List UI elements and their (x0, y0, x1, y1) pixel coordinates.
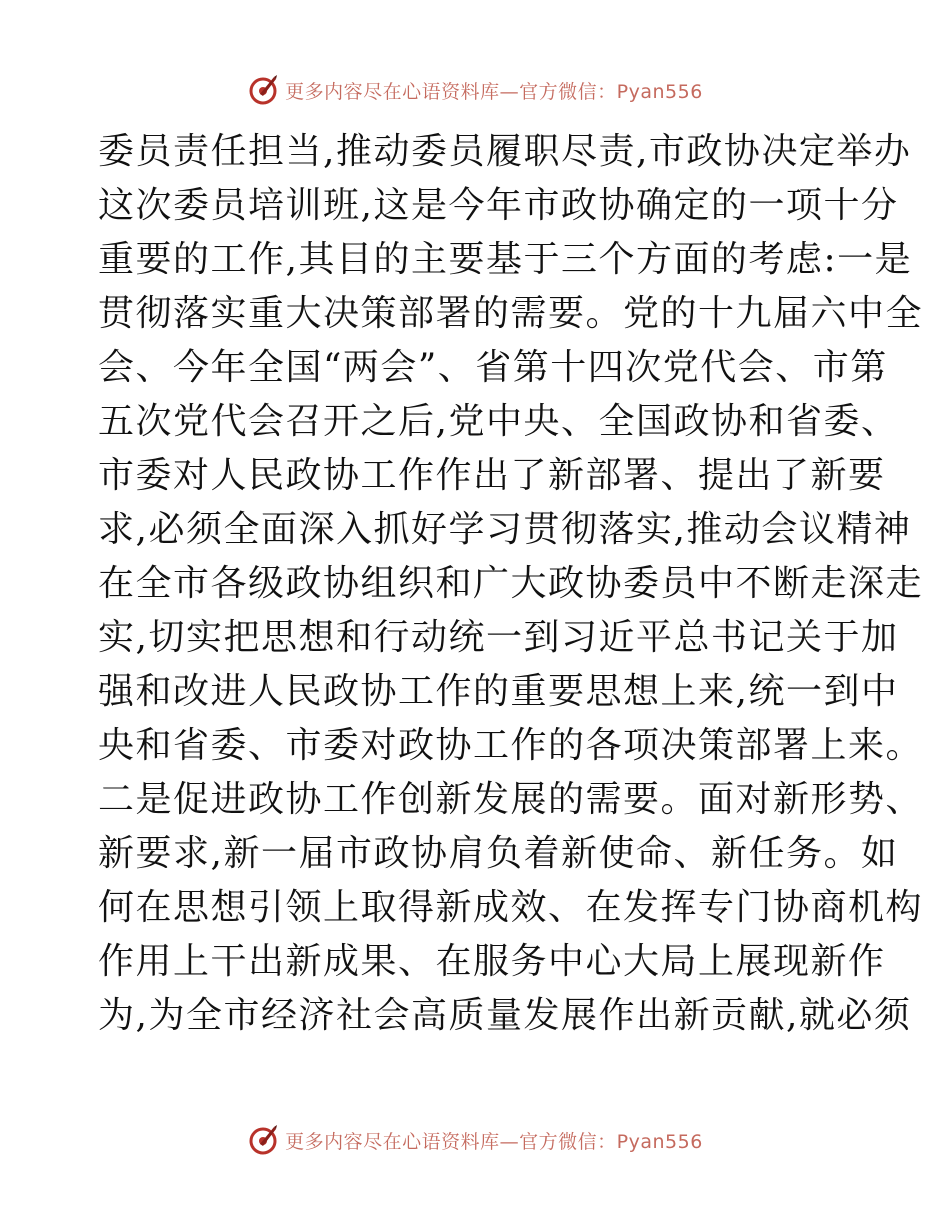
quill-pen-logo-icon (247, 74, 279, 106)
header-wechat-id: Pyan556 (616, 80, 703, 103)
header-banner (0, 70, 950, 110)
body-line: 央和省委、市委对政协工作的各项决策部署上来。 (98, 725, 924, 766)
document-body (98, 125, 924, 1043)
body-line: 市委对人民政协工作作出了新部署、提出了新要 (98, 455, 886, 496)
body-line: 会、今年全国“两会”、省第十四次党代会、市第 (98, 347, 888, 388)
body-line: 重要的工作,其目的主要基于三个方面的考虑:一是 (98, 239, 913, 280)
footer-banner (0, 1120, 950, 1160)
body-line: 五次党代会召开之后,党中央、全国政协和省委、 (98, 401, 899, 442)
footer-wechat-id: Pyan556 (616, 1130, 703, 1153)
body-line: 新要求,新一届市政协肩负着新使命、新任务。如 (98, 833, 899, 874)
body-line: 委员责任担当,推动委员履职尽责,市政协决定举办 (98, 131, 912, 172)
body-line: 求,必须全面深入抓好学习贯彻落实,推动会议精神 (98, 509, 912, 550)
header-banner-text: 更多内容尽在心语资料库—官方微信： (285, 80, 617, 103)
body-line: 强和改进人民政协工作的重要思想上来,统一到中 (98, 671, 899, 712)
body-line: 实,切实把思想和行动统一到习近平总书记关于加 (98, 617, 899, 658)
body-line: 二是促进政协工作创新发展的需要。面对新形势、 (98, 779, 924, 820)
body-line: 为,为全市经济社会高质量发展作出新贡献,就必须 (98, 995, 912, 1036)
body-line: 这次委员培训班,这是今年市政协确定的一项十分 (98, 185, 899, 226)
body-line: 贯彻落实重大决策部署的需要。党的十九届六中全 (98, 293, 924, 334)
body-line: 作用上干出新成果、在服务中心大局上展现新作 (98, 941, 886, 982)
quill-pen-logo-icon (247, 1124, 279, 1156)
footer-banner-text: 更多内容尽在心语资料库—官方微信： (285, 1130, 617, 1153)
body-line: 何在思想引领上取得新成效、在发挥专门协商机构 (98, 887, 924, 928)
body-line: 在全市各级政协组织和广大政协委员中不断走深走 (98, 563, 924, 604)
